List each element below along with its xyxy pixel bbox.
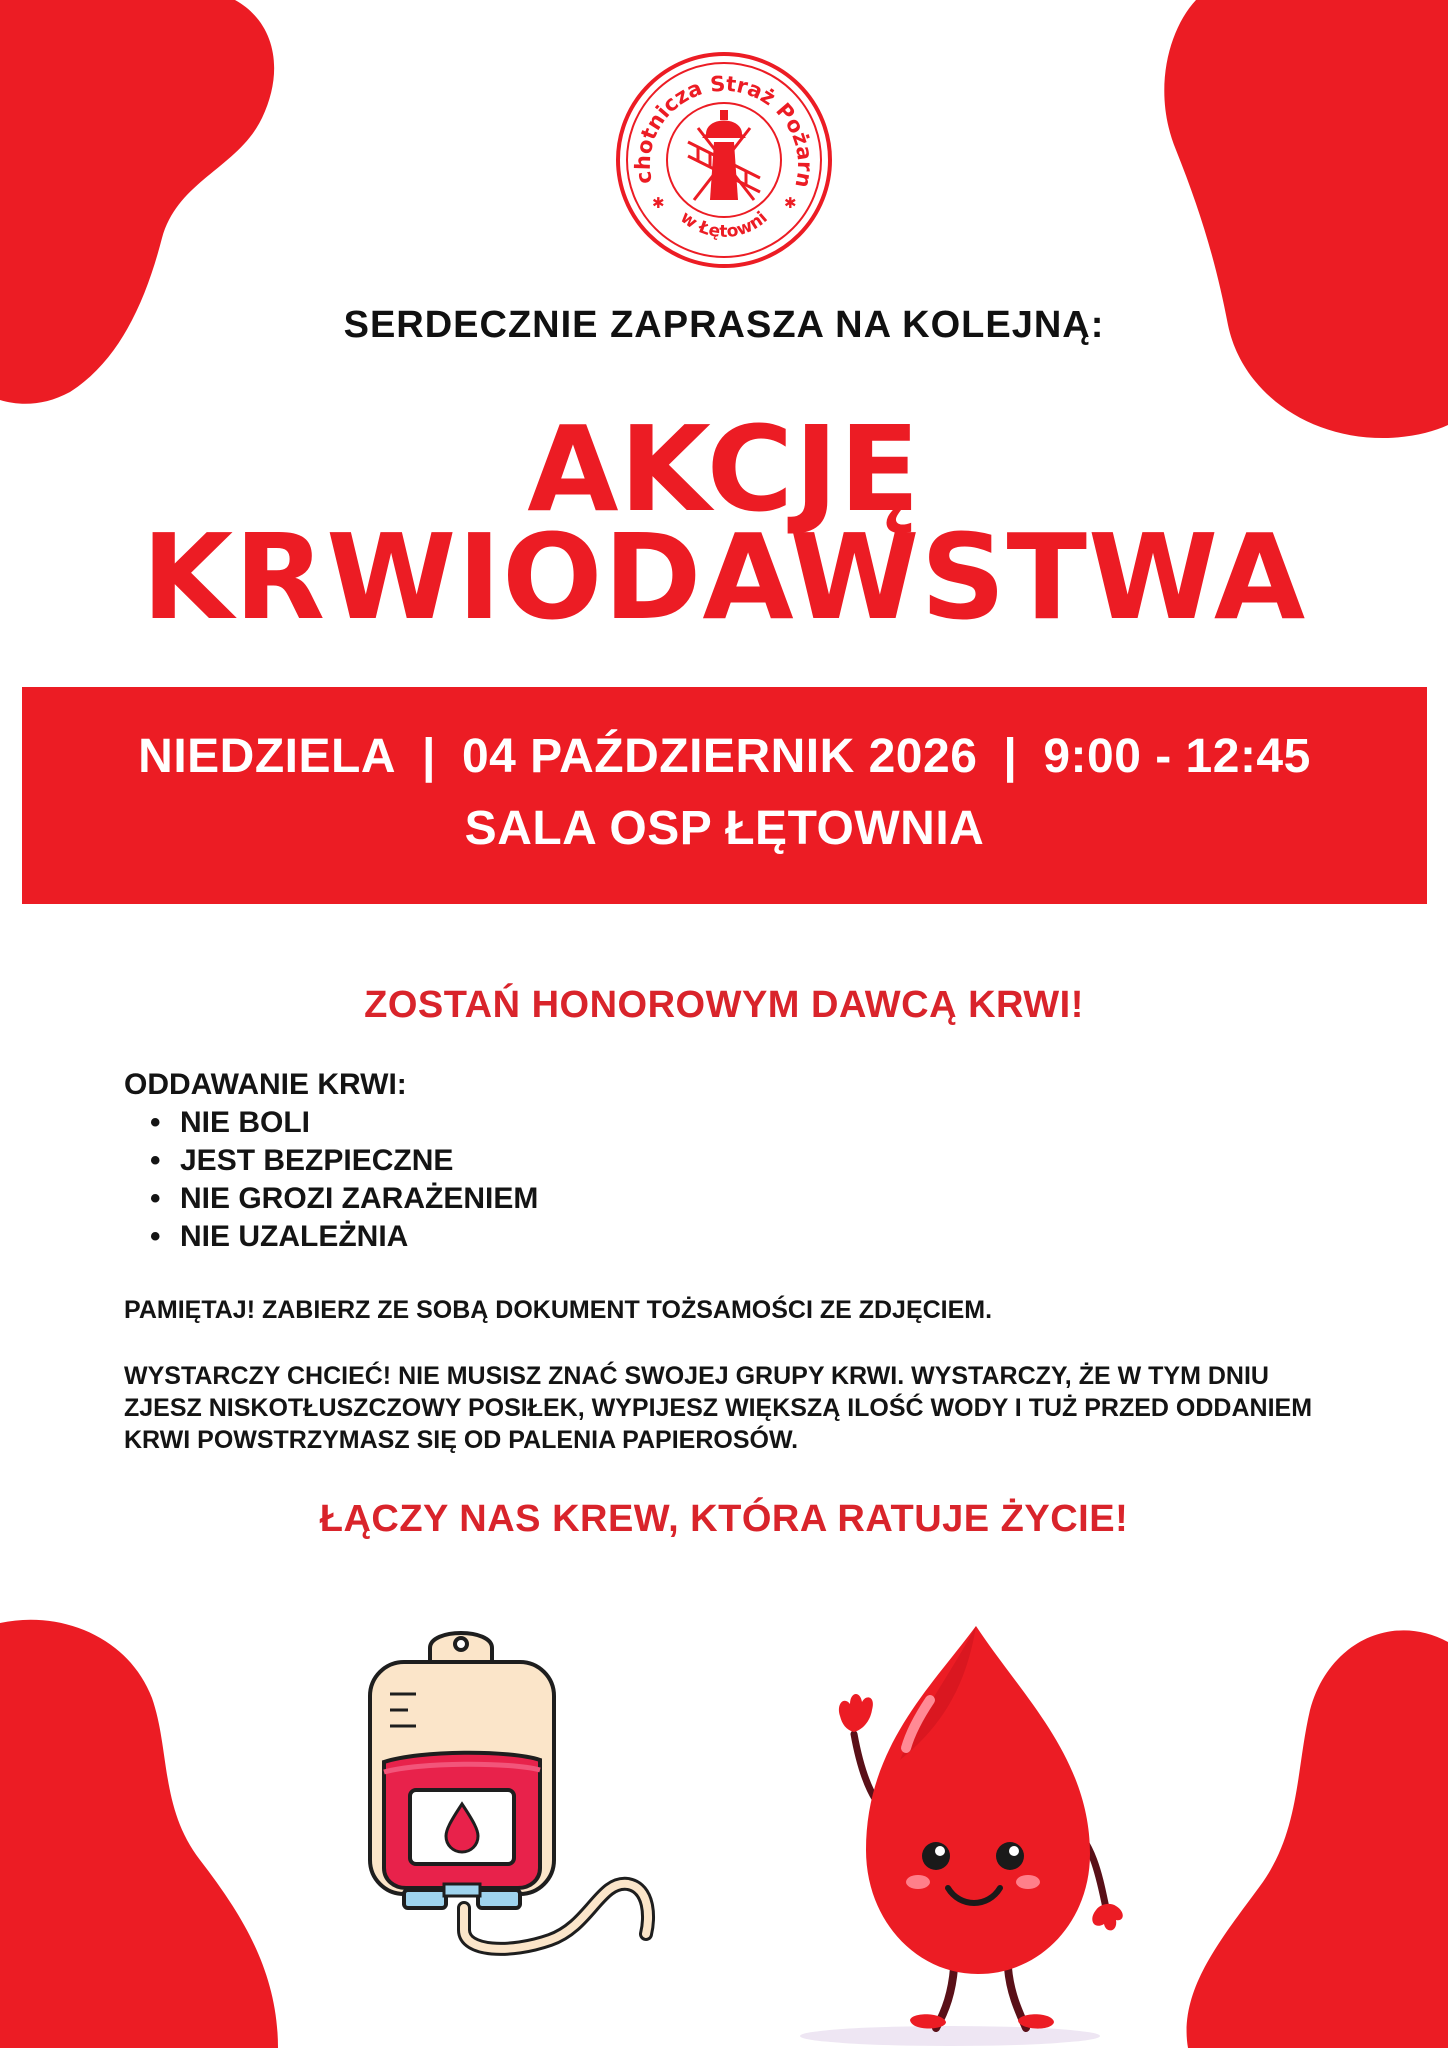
event-date: 04 PAŹDZIERNIK 2026 bbox=[461, 730, 978, 783]
list-item: • NIE UZALEŻNIA bbox=[150, 1218, 1344, 1256]
list-title: ODDAWANIE KRWI: bbox=[124, 1068, 407, 1101]
corner-blob-top-left bbox=[0, 0, 290, 410]
svg-text:w Łętowni: w Łętowni bbox=[676, 207, 772, 243]
fire-brigade-emblem-icon bbox=[614, 50, 834, 270]
svg-text:Ochotnicza Straż Pożarna: chotnicza Straż Pożarn bbox=[630, 71, 818, 190]
title-line-1: AKCJĘ bbox=[527, 400, 921, 538]
title-line-2: KRWIODAWSTWA bbox=[141, 508, 1307, 646]
invite-text: SERDECZNIE ZAPRASZA NA KOLEJNĄ: bbox=[343, 304, 1105, 346]
corner-blob-bottom-right bbox=[1178, 1590, 1448, 2048]
info-content bbox=[124, 1066, 1344, 1456]
svg-text:✱: ✱ bbox=[652, 194, 665, 212]
corner-blob-bottom-left bbox=[0, 1618, 290, 2048]
separator: | bbox=[422, 730, 436, 783]
event-day: NIEDZIELA bbox=[138, 730, 396, 783]
slogan: ŁĄCZY NAS KREW, KTÓRA RATUJE ŻYCIE! bbox=[319, 1498, 1129, 1540]
donor-subheading: ZOSTAŃ HONOROWYM DAWCĄ KRWI! bbox=[364, 984, 1084, 1026]
fire-brigade-logo bbox=[614, 50, 834, 270]
benefits-list bbox=[124, 1104, 1344, 1256]
info-paragraph: WYSTARCZY CHCIEĆ! NIE MUSISZ ZNAĆ SWOJEJ GRUPY KRWI. WYSTARCZY, ŻE W TYM DNIU ZJESZ NISKOTŁUSZCZOWY POSIŁEK, WYPIJESZ WIĘKSZĄ ILOŚĆ WODY I TUŻ PRZED ODDANIEM KRWI POWSTRZYMASZ SIĘ OD PALENIA PAPIEROSÓW. bbox=[124, 1362, 1313, 1454]
list-item: • NIE BOLI bbox=[150, 1104, 1344, 1142]
svg-text:✱: ✱ bbox=[784, 194, 797, 212]
list-item: • NIE GROZI ZARAŻENIEM bbox=[150, 1180, 1344, 1218]
event-datetime bbox=[22, 729, 1427, 784]
event-place: SALA OSP ŁĘTOWNIA bbox=[464, 802, 985, 855]
blood-bag-icon bbox=[360, 1622, 670, 1962]
id-reminder: PAMIĘTAJ! ZABIERZ ZE SOBĄ DOKUMENT TOŻSAMOŚCI ZE ZDJĘCIEM. bbox=[124, 1296, 993, 1324]
event-info-band bbox=[22, 687, 1427, 904]
list-item: • JEST BEZPIECZNE bbox=[150, 1142, 1344, 1180]
separator: | bbox=[1003, 730, 1018, 783]
blood-drop-mascot-icon bbox=[770, 1618, 1130, 2048]
corner-blob-top-right bbox=[1158, 0, 1448, 445]
event-time: 9:00 - 12:45 bbox=[1043, 730, 1311, 783]
